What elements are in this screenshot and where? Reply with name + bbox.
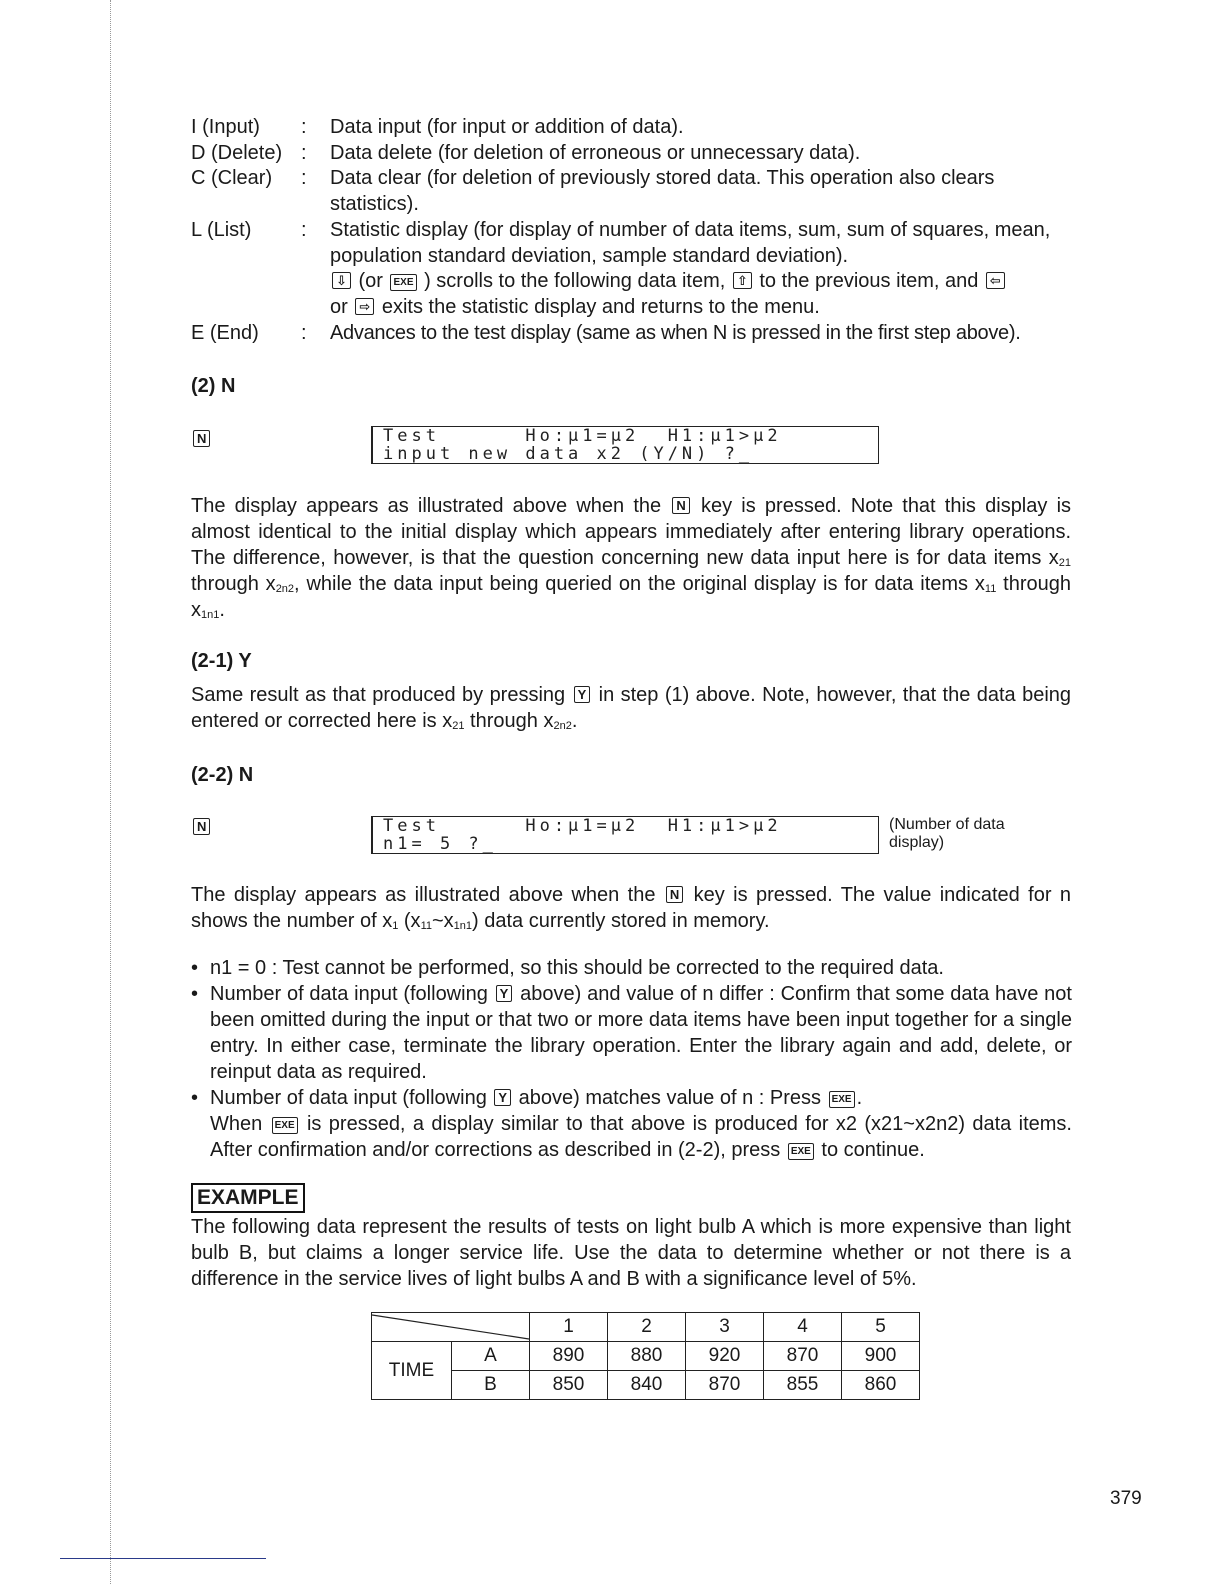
- table-header-row: [372, 1313, 920, 1342]
- definition-term: E (End): [191, 322, 259, 344]
- n-key-icon: N: [193, 818, 210, 835]
- y-key-icon: Y: [496, 985, 513, 1002]
- definition-text: Statistic display (for display of number of data items, sum, sum of squares, mean, population standard deviation, sample standard deviation).: [330, 219, 1051, 267]
- paragraph-new-data: The display appears as illustrated above when the N key is pressed. Note that this display is almost identical to the initial display which appears immediately after entering library operations. The difference, however, is that the question concerning new data input here is for data items $x_{21}$ through $x_{2n2}$, while the data input being queried on the original display is for data items $x_{11}$ through $x_{1n1}$.: [191, 495, 1072, 621]
- list-scroll-note: ⇩ (or EXE ) scrolls to the following data item, ⇧ to the previous item, and ⇦ or ⇨ exits the statistic display and returns to the menu.: [330, 268, 1072, 320]
- lcd-line-2: n1= 5 ?_: [383, 834, 497, 854]
- exe-key-icon: EXE: [272, 1117, 298, 1134]
- footer-rule: [60, 1558, 266, 1559]
- y-key-icon: Y: [574, 686, 591, 703]
- table-header-cell: 4: [764, 1313, 842, 1342]
- diagonal-line: [372, 1313, 529, 1341]
- bullet-item-2: Number of data input (following Y above) and value of n differ : Confirm that some data have not been omitted during the input or that two or more data items have been input together for a single entry. In either case, terminate the library operation. Enter the library again and add, delete, or reinput data as required.: [210, 983, 1072, 1083]
- y-key-icon: Y: [494, 1089, 511, 1106]
- section-heading-2-2: (2-2) N: [191, 764, 254, 786]
- table-cell: 840: [608, 1371, 686, 1400]
- n-key-icon: N: [193, 430, 210, 447]
- bullet-dot: •: [191, 957, 199, 979]
- bullet-dot: •: [191, 1087, 199, 1109]
- right-arrow-key-icon: ⇨: [355, 298, 374, 315]
- table-cell: 890: [530, 1342, 608, 1371]
- section-heading-2-1: (2-1) Y: [191, 650, 252, 672]
- table-header-cell: 5: [842, 1313, 920, 1342]
- lcd-line-1: Test Ho:μ1=μ2 H1:μ1>μ2: [383, 816, 782, 836]
- exe-key-icon: EXE: [788, 1143, 814, 1160]
- section-heading-2: (2) N: [191, 375, 236, 397]
- table-row-name: B: [452, 1371, 530, 1400]
- exe-key-icon: EXE: [829, 1091, 855, 1108]
- definition-text: Data clear (for deletion of previously stored data. This operation also clears statistics).: [330, 167, 995, 215]
- exe-key-icon: EXE: [390, 274, 416, 291]
- definition-term: L (List): [191, 219, 252, 241]
- lcd-note: (Number of data display): [889, 816, 1005, 851]
- paragraph-2-1: Same result as that produced by pressing Y in step (1) above. Note, however, that the data being entered or corrected here is $x_{21}$ through $x_{2n2}$.: [191, 684, 1072, 732]
- example-text: The following data represent the results of tests on light bulb A which is more expensive than light bulb B, but claims a longer service life. Use the data to determine whether or not there is a difference in the service lives of light bulbs A and B with a significance level of 5%.: [191, 1216, 1071, 1290]
- example-label: EXAMPLE: [191, 1183, 305, 1213]
- page-number: 379: [1110, 1488, 1142, 1509]
- definition-term: D (Delete): [191, 142, 283, 164]
- lcd-line-1: Test Ho:μ1=μ2 H1:μ1>μ2: [383, 426, 782, 446]
- table-cell: 900: [842, 1342, 920, 1371]
- lcd-display-new-data: [371, 426, 879, 464]
- table-cell: 850: [530, 1371, 608, 1400]
- table-cell: 870: [764, 1342, 842, 1371]
- table-row-label: TIME: [372, 1342, 452, 1400]
- left-arrow-key-icon: ⇦: [986, 272, 1005, 289]
- table-cell: 880: [608, 1342, 686, 1371]
- table-cell: 870: [686, 1371, 764, 1400]
- margin-guide-line: [110, 0, 112, 1584]
- table-row: [372, 1371, 920, 1400]
- table-header-cell: 2: [608, 1313, 686, 1342]
- bullet-item-3: Number of data input (following Y above) matches value of n : Press EXE . When EXE is pressed, a display similar to that above is produced for x2 (x21~x2n2) data items. After confirmation and/or corrections as described in (2-2), press EXE to continue.: [210, 1087, 1072, 1161]
- up-arrow-key-icon: ⇧: [733, 272, 752, 289]
- table-header-cell: 1: [530, 1313, 608, 1342]
- definition-text: Data delete (for deletion of erroneous or unnecessary data).: [330, 142, 861, 164]
- down-arrow-key-icon: ⇩: [332, 272, 351, 289]
- definition-term: I (Input): [191, 116, 260, 138]
- definition-text: Data input (for input or addition of data).: [330, 116, 684, 138]
- lcd-line-2: input new data x2 (Y/N) ?_: [383, 444, 754, 464]
- table-cell: 860: [842, 1371, 920, 1400]
- bullet-dot: •: [191, 983, 199, 1005]
- table-cell: 855: [764, 1371, 842, 1400]
- table-corner-cell: [372, 1313, 530, 1342]
- table-cell: 920: [686, 1342, 764, 1371]
- lcd-display-count: [371, 816, 879, 854]
- n-key-icon: N: [666, 886, 683, 903]
- table-header-cell: 3: [686, 1313, 764, 1342]
- bullet-item-1: n1 = 0 : Test cannot be performed, so this should be corrected to the required data.: [210, 957, 944, 979]
- table-row: [372, 1342, 920, 1371]
- paragraph-2-2: The display appears as illustrated above when the N key is pressed. The value indicated for n shows the number of $x_1$ $(x_{11}\sim x_{1n1})$ data currently stored in memory.: [191, 884, 1072, 932]
- table-row-name: A: [452, 1342, 530, 1371]
- n-key-icon: N: [672, 497, 689, 514]
- definition-text: Advances to the test display (same as when N is pressed in the first step above).: [330, 322, 1021, 344]
- definition-term: C (Clear): [191, 167, 273, 189]
- data-table: [371, 1312, 920, 1400]
